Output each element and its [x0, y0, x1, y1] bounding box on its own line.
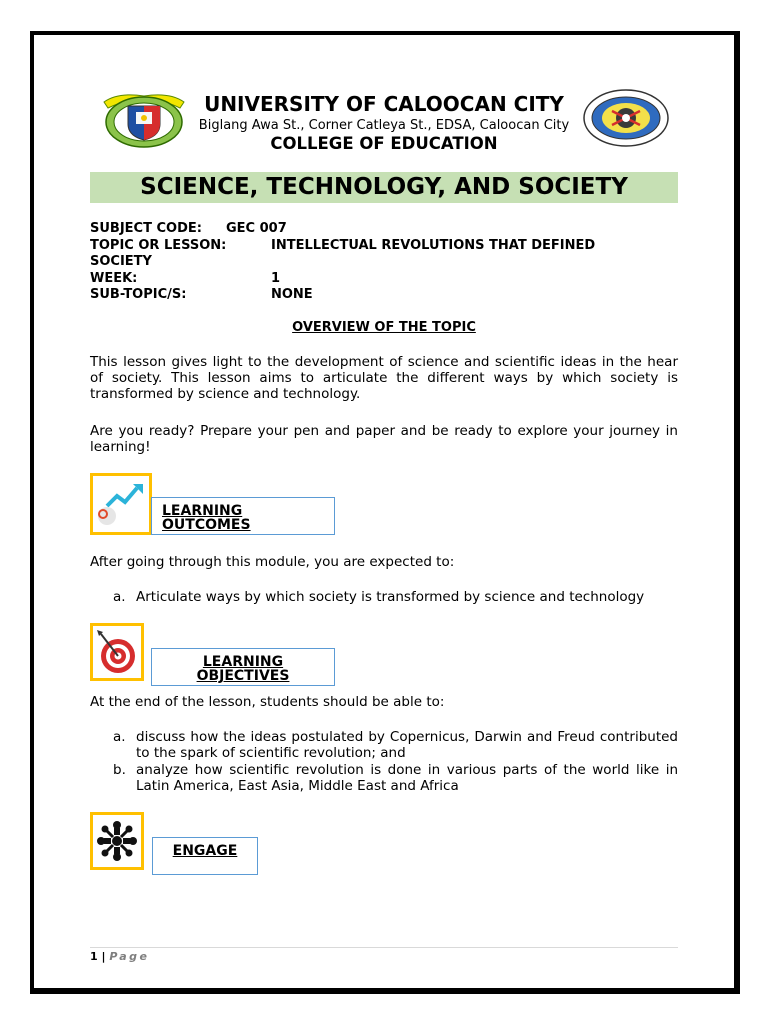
overview-paragraph-2: Are you ready? Prepare your pen and paper and be ready to explore your journey in learning!: [90, 423, 678, 455]
learning-outcomes-label: LEARNING OUTCOMES: [151, 497, 335, 535]
university-address: Biglang Awa St., Corner Catleya St., EDSA, Caloocan City: [198, 118, 570, 133]
page-footer: [90, 950, 149, 963]
page-word: Page: [109, 950, 150, 963]
topic-value-cont: SOCIETY: [90, 254, 152, 269]
learning-outcomes-intro: After going through this module, you are expected to:: [90, 554, 455, 570]
engage-label: ENGAGE: [152, 837, 258, 875]
topic-value: INTELLECTUAL REVOLUTIONS THAT DEFINED: [271, 238, 596, 253]
list-item: analyze how scientific revolution is done in various parts of the world like in Latin America, East Asia, Middle East and Africa: [136, 762, 678, 794]
subject-code-value: GEC 007: [226, 221, 287, 236]
course-title: SCIENCE, TECHNOLOGY, AND SOCIETY: [90, 172, 678, 203]
page-number: 1: [90, 950, 98, 963]
subtopic-value: NONE: [271, 287, 313, 302]
subtopic-label: SUB-TOPIC/S:: [90, 287, 187, 302]
college-name: COLLEGE OF EDUCATION: [270, 134, 498, 153]
list-item: discuss how the ideas postulated by Copernicus, Darwin and Freud contributed to the spark of scientific revolution; and: [136, 729, 678, 761]
growth-chart-icon: [90, 473, 152, 535]
week-label: WEEK:: [90, 271, 138, 286]
learning-objectives-intro: At the end of the lesson, students should be able to:: [90, 694, 445, 710]
list-marker: b.: [113, 762, 126, 778]
list-item: Articulate ways by which society is transformed by science and technology: [136, 589, 645, 605]
puzzle-people-icon: [90, 812, 144, 870]
footer-separator: |: [97, 950, 110, 963]
list-marker: a.: [113, 729, 126, 745]
overview-heading: OVERVIEW OF THE TOPIC: [292, 320, 476, 335]
overview-paragraph-1: This lesson gives light to the development of science and scientific ideas in the hear of society. This lesson aims to articulate the different ways by which society is transformed by science and technology.: [90, 354, 678, 402]
list-marker: a.: [113, 589, 126, 605]
learning-objectives-label: LEARNING OBJECTIVES: [151, 648, 335, 686]
university-name: UNIVERSITY OF CALOOCAN CITY: [204, 92, 564, 116]
topic-label: TOPIC OR LESSON:: [90, 238, 227, 253]
subject-code-label: SUBJECT CODE:: [90, 221, 202, 236]
week-value: 1: [271, 271, 281, 286]
footer-divider: [90, 947, 678, 948]
target-icon: [90, 623, 144, 681]
